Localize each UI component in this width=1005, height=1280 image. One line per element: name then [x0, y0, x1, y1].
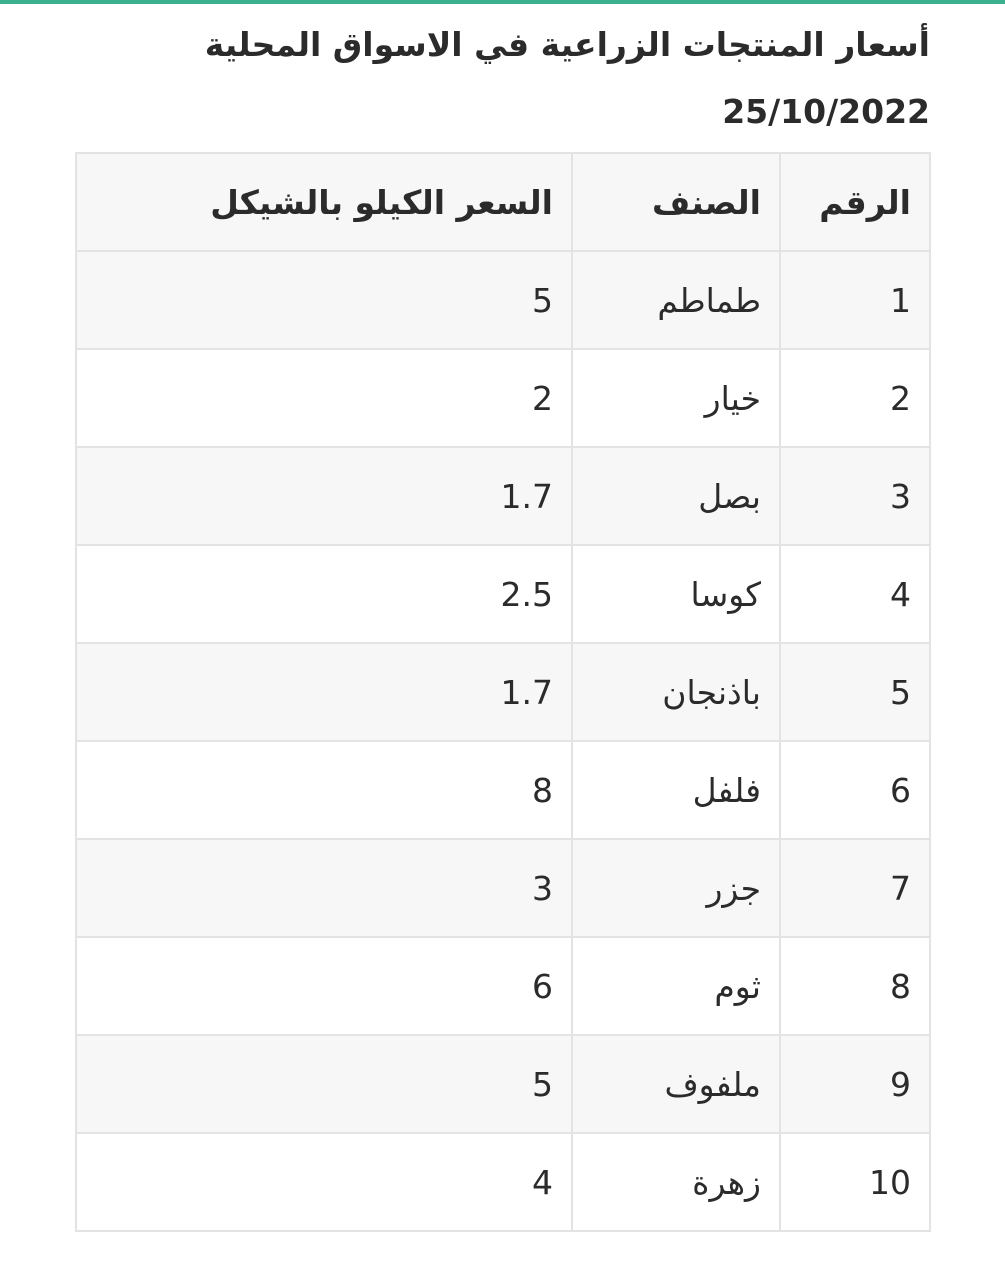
- row-number: 2: [780, 349, 930, 447]
- header-number: الرقم: [780, 153, 930, 251]
- header-item: الصنف: [572, 153, 780, 251]
- table-row: [76, 251, 930, 349]
- table-row: [76, 643, 930, 741]
- row-item: فلفل: [572, 741, 780, 839]
- row-price: 1.7: [76, 447, 572, 545]
- row-price: 4: [76, 1133, 572, 1231]
- row-item: كوسا: [572, 545, 780, 643]
- header-price: السعر الكيلو بالشيكل: [76, 153, 572, 251]
- row-item: باذنجان: [572, 643, 780, 741]
- row-number: 4: [780, 545, 930, 643]
- row-item: ملفوف: [572, 1035, 780, 1133]
- prices-table: [75, 152, 931, 1232]
- row-number: 3: [780, 447, 930, 545]
- table-row: [76, 349, 930, 447]
- row-price: 6: [76, 937, 572, 1035]
- row-number: 1: [780, 251, 930, 349]
- table-header-row: [76, 153, 930, 251]
- table-row: [76, 839, 930, 937]
- row-number: 9: [780, 1035, 930, 1133]
- top-accent-bar: [0, 0, 1005, 4]
- row-number: 7: [780, 839, 930, 937]
- page-date: 25/10/2022: [722, 92, 930, 131]
- table-row: [76, 741, 930, 839]
- row-price: 5: [76, 1035, 572, 1133]
- table-row: [76, 1133, 930, 1231]
- row-number: 10: [780, 1133, 930, 1231]
- table-row: [76, 447, 930, 545]
- row-item: بصل: [572, 447, 780, 545]
- row-item: خيار: [572, 349, 780, 447]
- row-item: زهرة: [572, 1133, 780, 1231]
- row-price: 8: [76, 741, 572, 839]
- page-title: أسعار المنتجات الزراعية في الاسواق المحلية: [204, 25, 930, 64]
- table-row: [76, 937, 930, 1035]
- table-row: [76, 545, 930, 643]
- row-price: 2.5: [76, 545, 572, 643]
- row-price: 2: [76, 349, 572, 447]
- prices-table-container[interactable]: [75, 152, 931, 1280]
- row-item: جزر: [572, 839, 780, 937]
- row-item: ثوم: [572, 937, 780, 1035]
- row-number: 5: [780, 643, 930, 741]
- row-number: 8: [780, 937, 930, 1035]
- row-number: 6: [780, 741, 930, 839]
- row-item: طماطم: [572, 251, 780, 349]
- row-price: 1.7: [76, 643, 572, 741]
- row-price: 5: [76, 251, 572, 349]
- row-price: 3: [76, 839, 572, 937]
- table-row: [76, 1035, 930, 1133]
